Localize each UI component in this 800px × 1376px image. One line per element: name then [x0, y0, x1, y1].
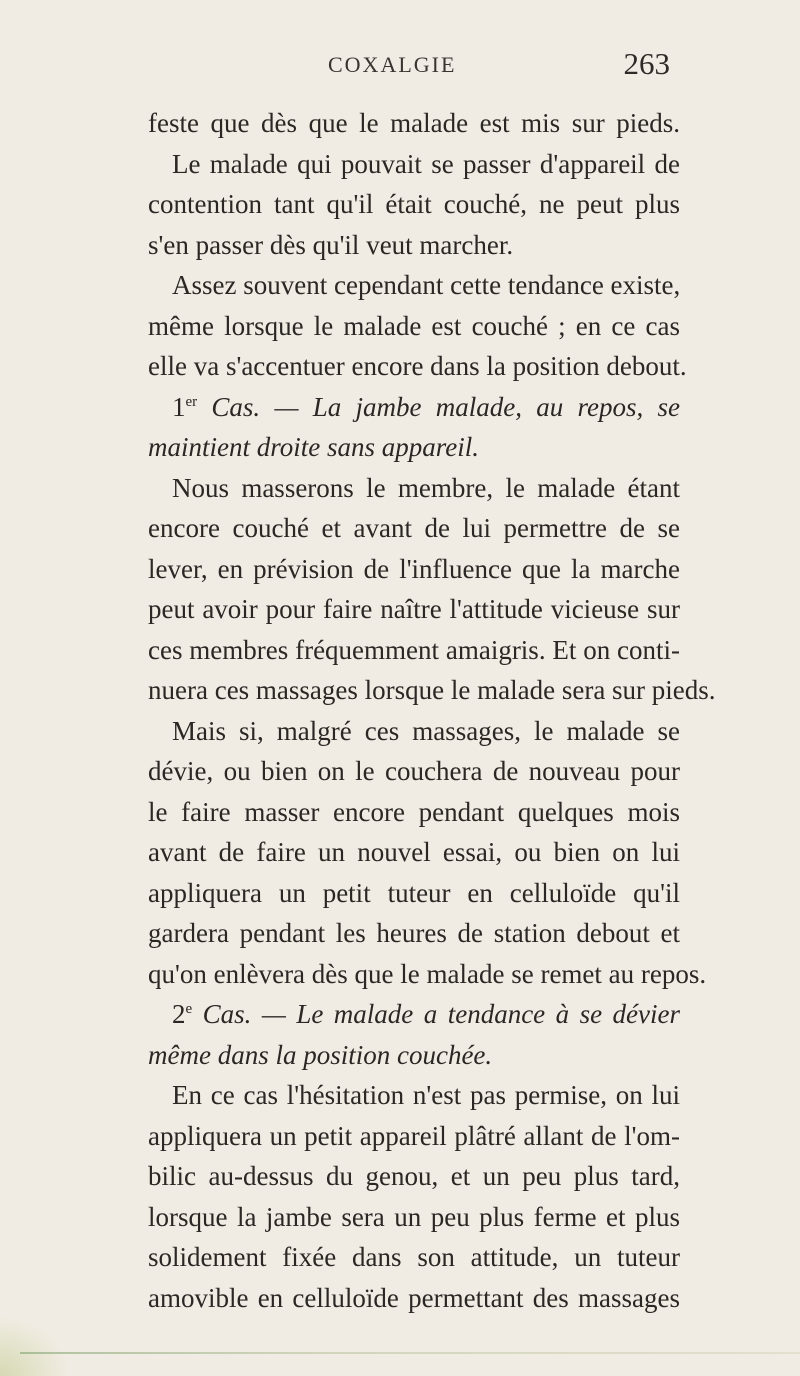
- text-line: feste que dès que le malade est mis sur pieds.: [148, 108, 680, 138]
- text-line: elle va s'accentuer encore dans la position debout.: [148, 351, 687, 381]
- ordinal-suffix: er: [185, 393, 198, 410]
- case-number: 1: [172, 391, 186, 422]
- text-line: avant de faire un nouvel essai, ou bien on lui: [148, 837, 680, 867]
- case-title-continued: même dans la position couchée.: [148, 1039, 493, 1070]
- running-head: [150, 46, 670, 82]
- text-line: En ce cas l'hésitation n'est pas permise, on lui: [172, 1080, 680, 1110]
- text-line: même lorsque le malade est couché ; en ce cas: [148, 310, 680, 341]
- page-edge: [20, 1352, 800, 1354]
- text-line: lorsque la jambe sera un peu plus ferme et plus: [148, 1201, 680, 1232]
- text-line: Assez souvent cependant cette tendance existe,: [172, 270, 681, 300]
- case-heading-2: [148, 994, 680, 1035]
- text-line: bilic au-dessus du genou, et un peu plus tard,: [148, 1161, 680, 1191]
- running-title: COXALGIE: [328, 52, 457, 77]
- case-title: La jambe malade, au repos, se: [312, 391, 680, 422]
- page-stain: [0, 1316, 70, 1376]
- text-line: Mais si, malgré ces massages, le malade se: [172, 715, 680, 746]
- text-line: encore couché et avant de lui permettre de se: [148, 513, 680, 543]
- text-line: gardera pendant les heures de station debout et: [148, 918, 680, 948]
- text-line: peut avoir pour faire naître l'attitude vicieuse sur: [148, 594, 680, 624]
- case-title: Le malade a tendance à se dévier: [296, 999, 681, 1029]
- text-line: ces membres fréquemment amaigris. Et on conti-: [148, 634, 680, 665]
- body-text: [148, 103, 716, 1318]
- case-heading-1: [148, 387, 680, 428]
- text-line: solidement fixée dans son attitude, un tuteur: [148, 1242, 680, 1272]
- case-title-continued: maintient droite sans appareil.: [148, 432, 479, 462]
- page-number: 263: [623, 46, 670, 81]
- text-line: s'en passer dès qu'il veut marcher.: [148, 229, 514, 260]
- text-line: amovible en celluloïde permettant des massages: [148, 1282, 680, 1313]
- text-line: appliquera un petit tuteur en celluloïde qu'il: [148, 877, 680, 908]
- text-line: appliquera un petit appareil plâtré allant de l'om-: [148, 1120, 680, 1151]
- case-label: Cas. —: [192, 999, 297, 1029]
- text-line: contention tant qu'il était couché, ne peut plus: [148, 189, 680, 219]
- text-line: le faire masser encore pendant quelques mois: [148, 796, 680, 827]
- case-label: Cas. —: [197, 391, 313, 422]
- ordinal-suffix: e: [185, 1001, 193, 1017]
- text-line: dévie, ou bien on le couchera de nouveau pour: [148, 756, 680, 786]
- text-line: qu'on enlèvera dès que le malade se remet au repos.: [148, 958, 707, 989]
- case-number: 2: [172, 999, 186, 1029]
- text-line: Le malade qui pouvait se passer d'appareil de: [172, 148, 680, 179]
- text-line: Nous masserons le membre, le malade étant: [172, 472, 680, 503]
- text-line: lever, en prévision de l'influence que la marche: [148, 553, 680, 584]
- text-line: nuera ces massages lorsque le malade sera sur pieds.: [148, 675, 716, 705]
